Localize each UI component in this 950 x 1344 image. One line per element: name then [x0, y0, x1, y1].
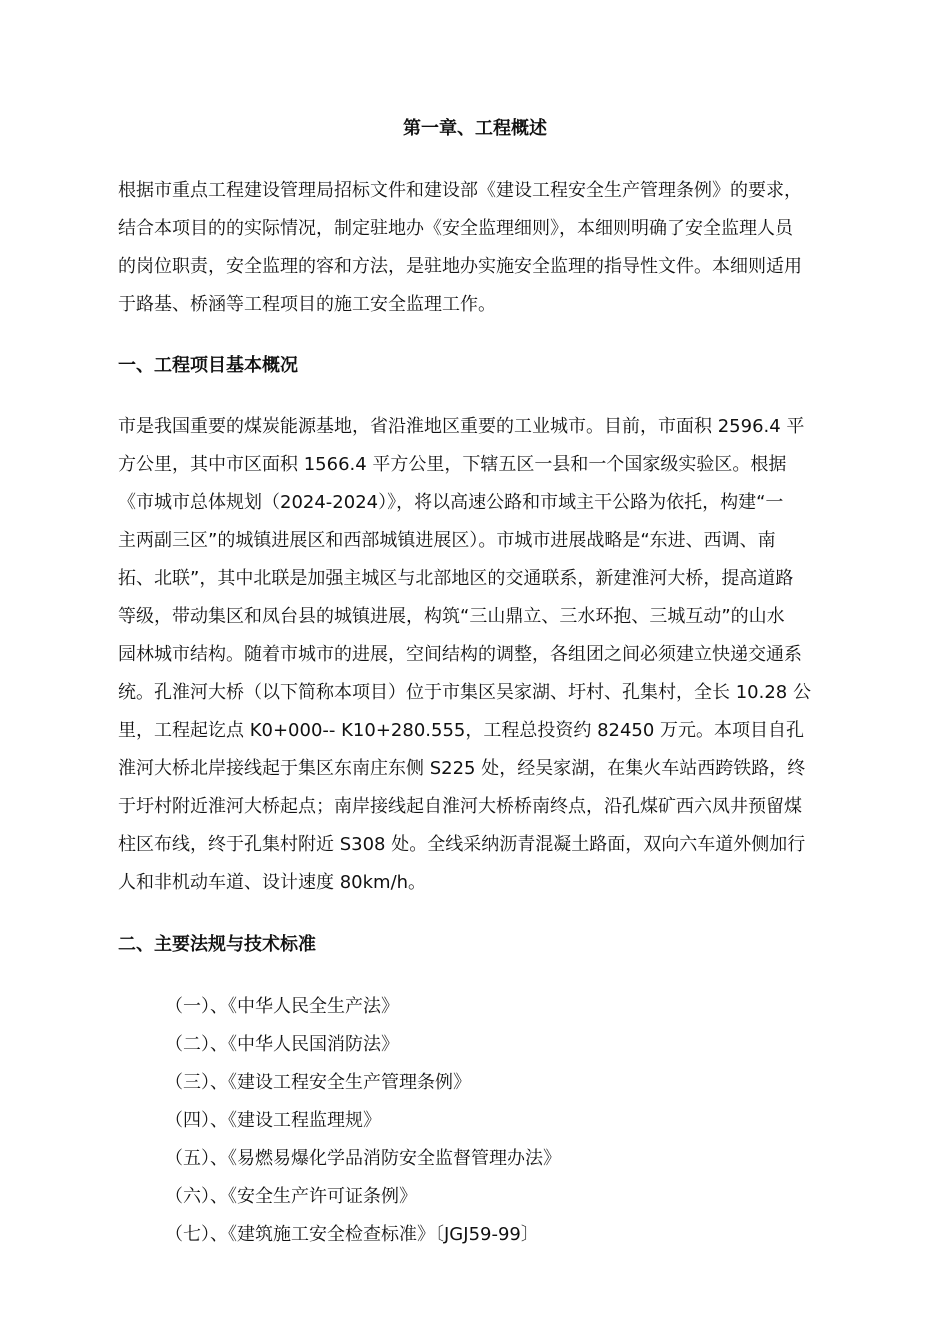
section1-line: 人和非机动车道、设计速度 80km/h。: [118, 872, 427, 893]
intro-line: 根据市重点工程建设管理局招标文件和建设部《建设工程安全生产管理条例》的要求，: [118, 180, 802, 201]
regulation-item: （七）、《建筑施工安全检查标准》〔JGJ59-99〕: [165, 1224, 539, 1245]
section1-line: 等级，带动集区和凤台县的城镇进展，构筑“三山鼎立、三水环抱、三城互动”的山水: [118, 606, 785, 627]
regulation-item: （一）、《中华人民全生产法》: [165, 996, 399, 1017]
regulation-item: （三）、《建设工程安全生产管理条例》: [165, 1072, 471, 1093]
section1-line: 园林城市结构。随着市城市的进展，空间结构的调整，各组团之间必须建立快递交通系: [118, 644, 802, 665]
section1-paragraph: [118, 408, 850, 902]
section2-heading: 二、主要法规与技术标准: [118, 934, 316, 955]
regulation-item: （六）、《安全生产许可证条例》: [165, 1186, 417, 1207]
section1-heading: 一、工程项目基本概况: [118, 355, 298, 376]
section1-line: 市是我国重要的煤炭能源基地，省沿淮地区重要的工业城市。目前，市面积 2596.4 平: [118, 416, 805, 437]
regulation-item: （二）、《中华人民国消防法》: [165, 1034, 399, 1055]
section1-line: 方公里，其中市区面积 1566.4 平方公里，下辖五区一县和一个国家级实验区。根据: [118, 454, 787, 475]
section1-line: 柱区布线，终于孔集村附近 S308 处。全线采纳沥青混凝土路面，双向六车道外侧加行: [118, 834, 806, 855]
section1-line: 《市城市总体规划（2024-2024）》，将以高速公路和市域主干公路为依托，构建“一: [118, 492, 784, 513]
section1-line: 统。孔淮河大桥（以下简称本项目）位于市集区吴家湖、圩村、孔集村，全长 10.28 公: [118, 682, 811, 703]
section1-line: 于圩村附近淮河大桥起点；南岸接线起自淮河大桥桥南终点，沿孔煤矿西六凤井预留煤: [118, 796, 802, 817]
intro-line: 于路基、桥涵等工程项目的施工安全监理工作。: [118, 294, 496, 315]
regulations-list: [165, 988, 561, 1254]
chapter-title: 第一章、工程概述: [403, 118, 547, 139]
section1-line: 拓、北联”，其中北联是加强主城区与北部地区的交通联系，新建淮河大桥，提高道路: [118, 568, 794, 589]
intro-paragraph: [118, 172, 850, 324]
section1-line: 淮河大桥北岸接线起于集区东南庄东侧 S225 处，经吴家湖，在集火车站西跨铁路，终: [118, 758, 806, 779]
intro-line: 的岗位职责，安全监理的容和方法，是驻地办实施安全监理的指导性文件。本细则适用: [118, 256, 802, 277]
section1-line: 里，工程起讫点 K0+000-- K10+280.555，工程总投资约 82450 万元。本项目自孔: [118, 720, 805, 741]
intro-line: 结合本项目的的实际情况，制定驻地办《安全监理细则》，本细则明确了安全监理人员: [118, 218, 793, 239]
regulation-item: （四）、《建设工程监理规》: [165, 1110, 381, 1131]
regulation-item: （五）、《易燃易爆化学品消防安全监督管理办法》: [165, 1148, 561, 1169]
section1-line: 主两副三区”的城镇进展区和西部城镇进展区）。市城市进展战略是“东进、西调、南: [118, 530, 776, 551]
